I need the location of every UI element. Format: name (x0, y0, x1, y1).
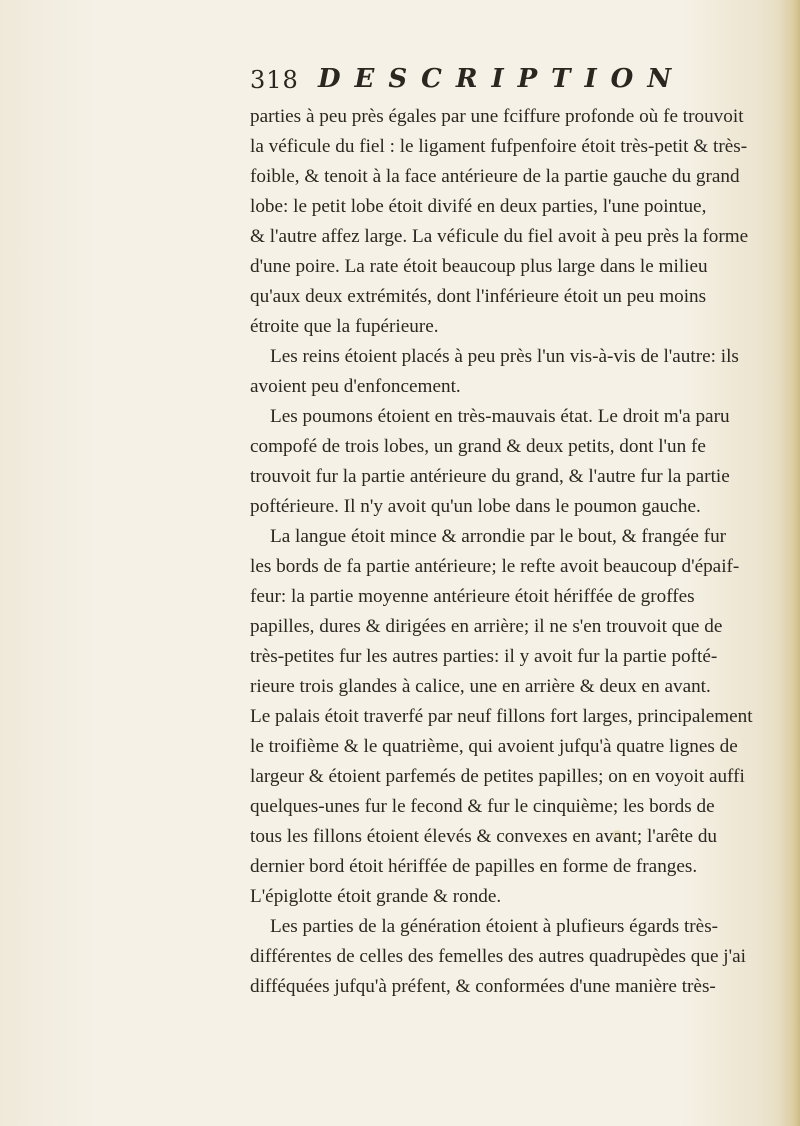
text-line: Les poumons étoient en très-mauvais état. Le droit m'a paru (270, 406, 730, 427)
text-line: foible, & tenoit à la face antérieure de la partie gauche du grand (250, 166, 740, 187)
text-line: avoient peu d'enfoncement. (250, 376, 461, 397)
text-line: feur: la partie moyenne antérieure étoit hériffée de groffes (250, 586, 695, 607)
text-line: tous les fillons étoient élevés & convexes en avant; l'arête du (250, 826, 718, 847)
text-line: quelques-unes fur le fecond & fur le cinquième; les bords de (250, 796, 715, 817)
text-line: qu'aux deux extrémités, dont l'inférieure étoit un peu moins (250, 286, 707, 307)
text-line: lobe: le petit lobe étoit divifé en deux parties, l'une pointue, (250, 196, 707, 217)
text-line: poftérieure. Il n'y avoit qu'un lobe dans le poumon gauche. (250, 496, 701, 517)
text-line: L'épiglotte étoit grande & ronde. (250, 886, 502, 907)
text-line: & l'autre affez large. La véficule du fiel avoit à peu près la forme (250, 226, 749, 247)
page-number: 318 (250, 66, 299, 94)
paragraph (250, 912, 746, 1002)
text-line: très-petites fur les autres parties: il y avoit fur la partie pofté- (250, 646, 718, 667)
page-header (250, 64, 686, 100)
body-text (250, 102, 753, 1002)
text-line: trouvoit fur la partie antérieure du grand, & l'autre fur la partie (250, 466, 730, 487)
paragraph (250, 342, 739, 402)
text-line: rieure trois glandes à calice, une en arrière & deux en avant. (250, 676, 711, 697)
paragraph (250, 522, 753, 912)
text-line: Le palais étoit traverfé par neuf fillons fort larges, principalement (250, 706, 753, 727)
running-title: DESCRIPTION (318, 64, 686, 94)
text-line: les bords de fa partie antérieure; le refte avoit beaucoup d'épaif- (250, 556, 740, 577)
text-line: difféquées jufqu'à préfent, & conformées d'une manière très- (250, 976, 716, 997)
text-line: étroite que la fupérieure. (250, 316, 439, 337)
text-line: largeur & étoient parfemés de petites papilles; on en voyoit auffi (250, 766, 745, 787)
text-line: Les parties de la génération étoient à plufieurs égards très- (270, 916, 719, 937)
paragraph (250, 102, 749, 342)
text-line: La langue étoit mince & arrondie par le bout, & frangée fur (270, 526, 727, 547)
text-line: compofé de trois lobes, un grand & deux petits, dont l'un fe (250, 436, 706, 457)
text-line: d'une poire. La rate étoit beaucoup plus large dans le milieu (250, 256, 708, 277)
paragraph (250, 402, 730, 522)
text-line: le troifième & le quatrième, qui avoient jufqu'à quatre lignes de (250, 736, 738, 757)
text-line: Les reins étoient placés à peu près l'un vis-à-vis de l'autre: ils (270, 346, 739, 367)
text-line: dernier bord étoit hériffée de papilles en forme de franges. (250, 856, 698, 877)
text-line: différentes de celles des femelles des autres quadrupèdes que j'ai (250, 946, 746, 967)
text-line: la véficule du fiel : le ligament fufpenfoire étoit très-petit & très- (250, 136, 748, 157)
text-line: parties à peu près égales par une fciffure profonde où fe trouvoit (250, 106, 744, 127)
text-line: papilles, dures & dirigées en arrière; il ne s'en trouvoit que de (250, 616, 723, 637)
page-edge-shadow (778, 0, 800, 1126)
